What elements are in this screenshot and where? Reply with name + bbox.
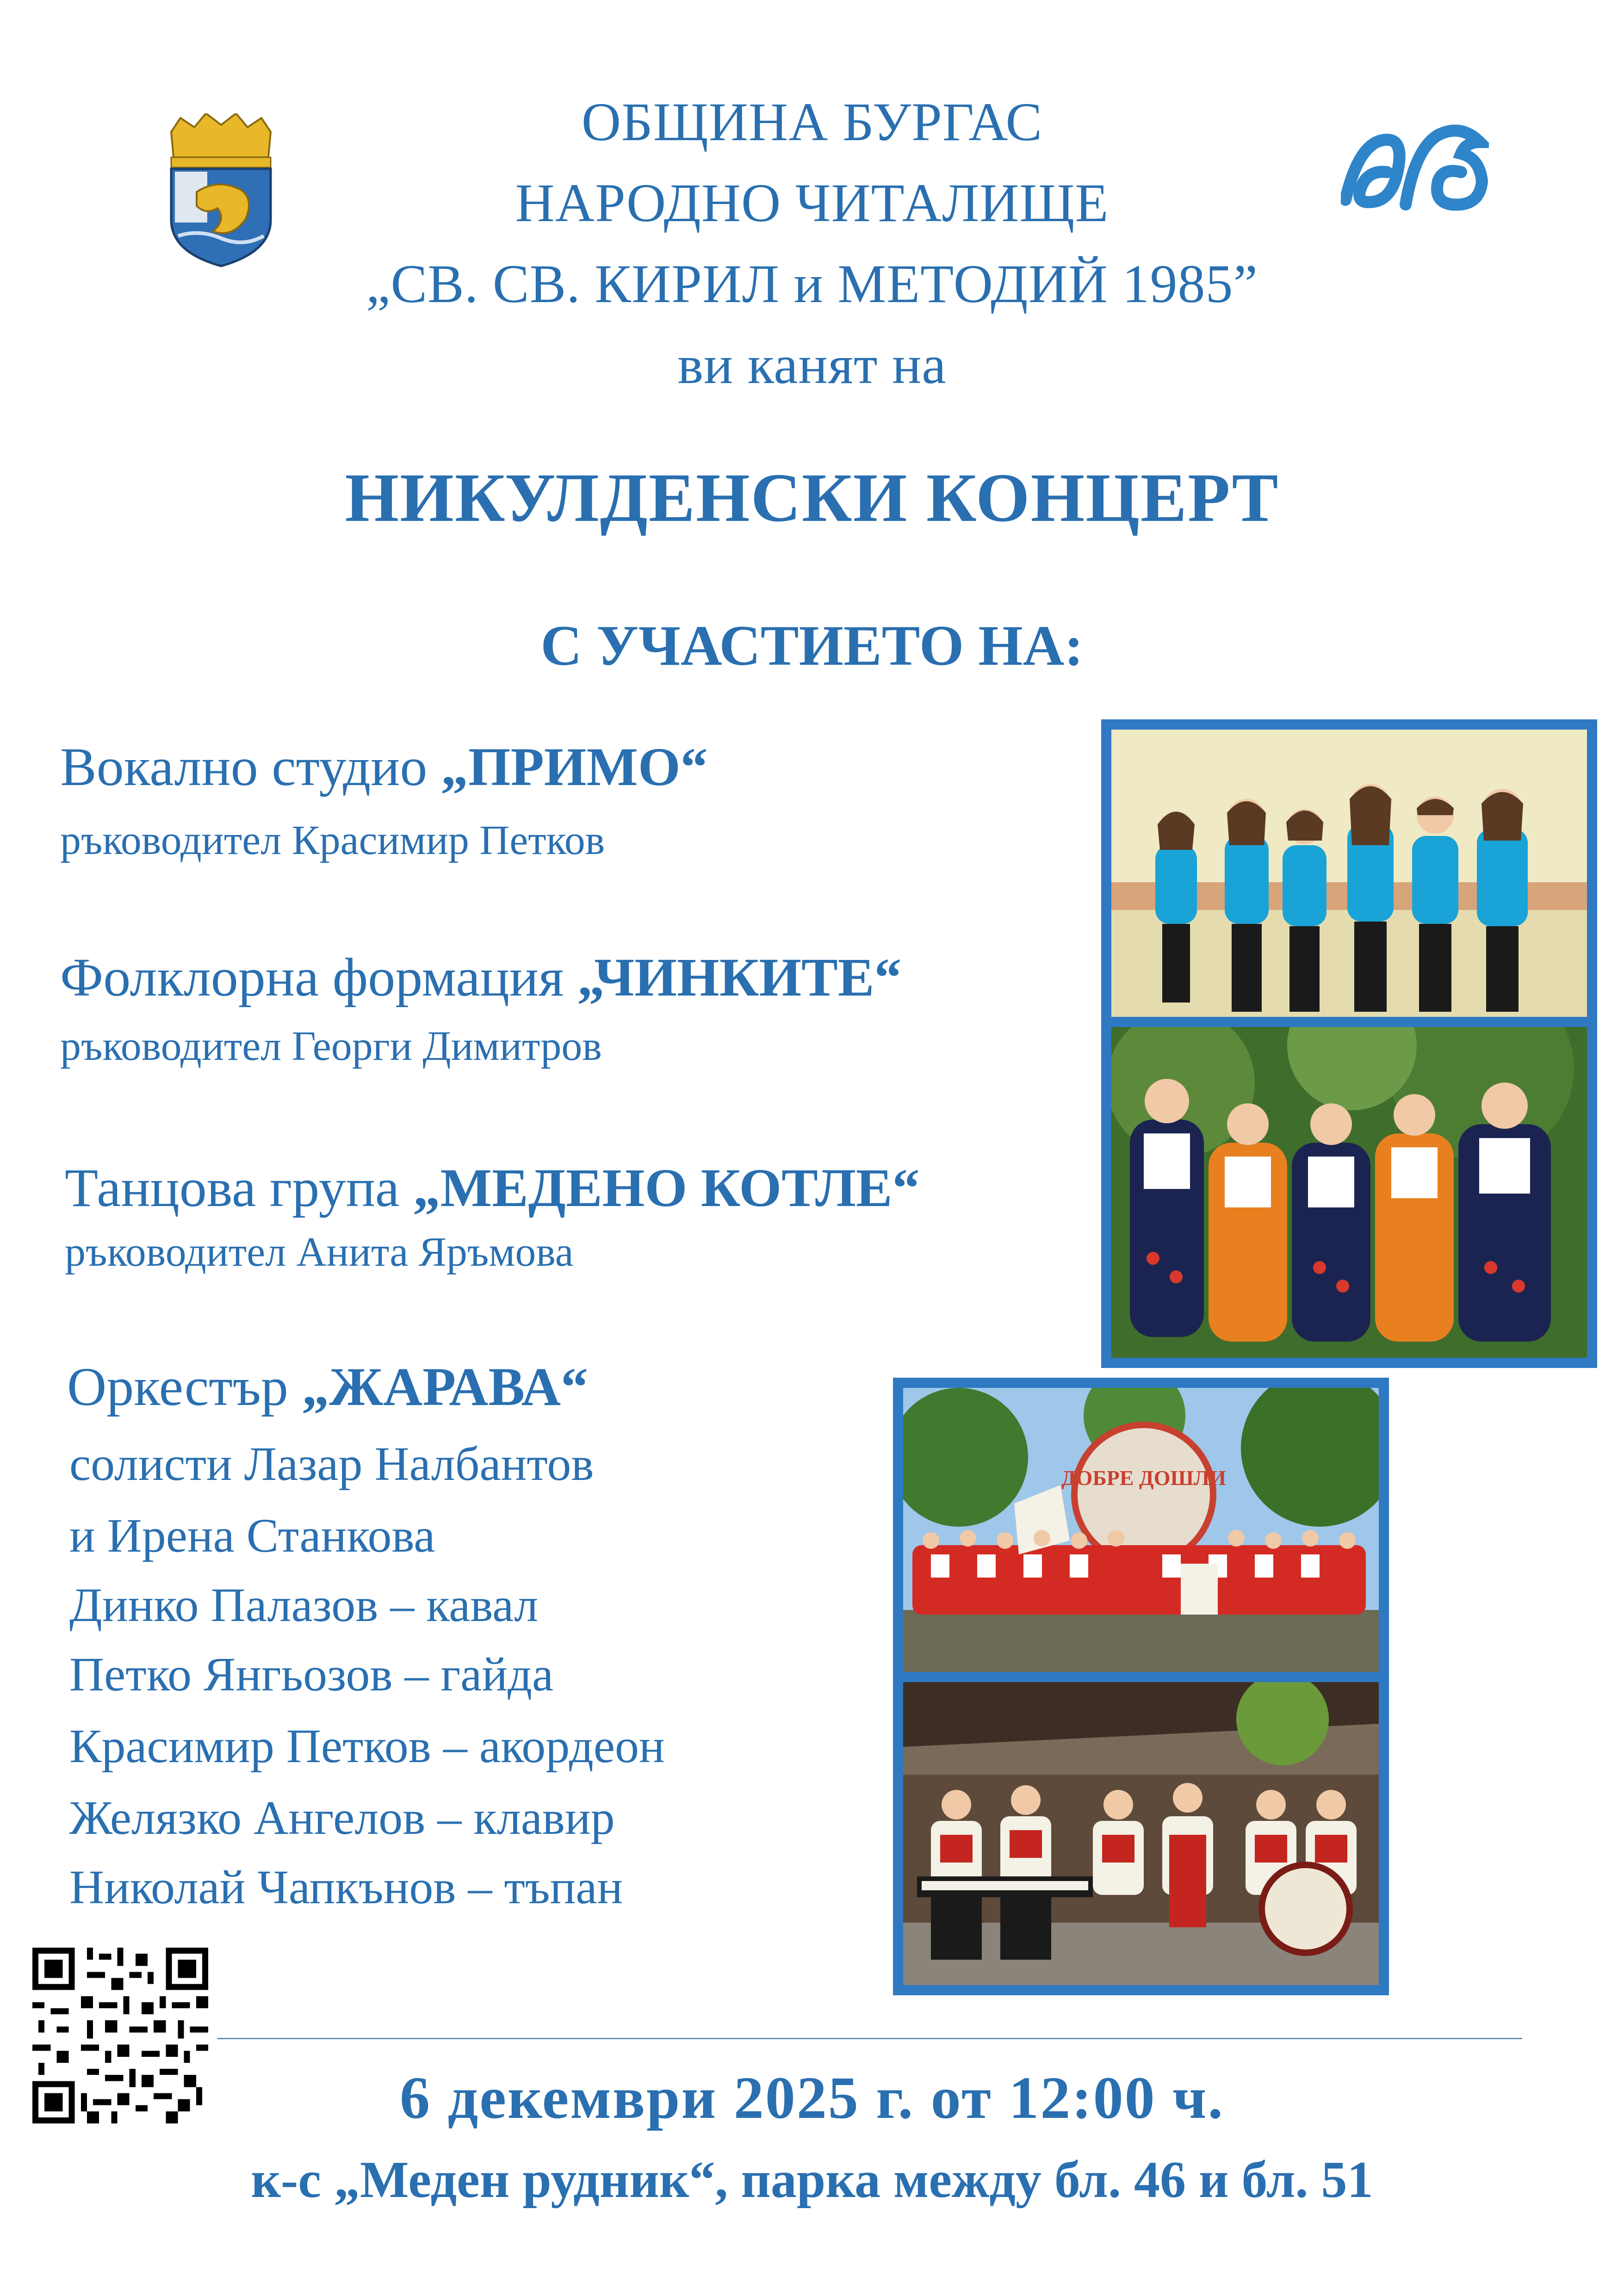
photo-orchestra-musicians [893,1672,1389,1995]
orchestra-member: Желязко Ангелов – клавир [69,1791,615,1844]
group-chinkite-name: „ЧИНКИТЕ“ [577,947,902,1008]
group-chinkite-leader: ръководител Георги Димитров [60,1023,602,1069]
orchestra-member: Петко Янгьозов – гайда [69,1648,554,1701]
event-title: НИКУЛДЕНСКИ КОНЦЕРТ [345,459,1279,536]
invitation-line: ви канят на [677,334,947,395]
event-date-time: 6 декември 2025 г. от 12:00 ч. [400,2065,1224,2131]
group-primo-leader: ръководител Красимир Петков [60,817,605,863]
orchestra-member: Динко Палазов – кавал [69,1578,539,1632]
divider-line [217,2038,1522,2039]
group-primo-prefix: Вокално студио [60,736,441,797]
group-zharava [67,1355,588,1418]
group-zharava-name: „ЖАРАВА“ [302,1356,588,1417]
photo-vocal-studio [1101,719,1597,1029]
welcome-sign-text: ДОБРЕ ДОШЛИ [1061,1466,1227,1490]
photo-folklore-formation [1101,1017,1597,1368]
group-medeno-kotle-prefix: Танцова група [65,1157,413,1218]
chitalishte-name-line: „СВ. СВ. КИРИЛ и МЕТОДИЙ 1985” [366,254,1258,314]
group-chinkite [60,946,902,1009]
group-zharava-prefix: Оркестър [67,1356,302,1417]
group-medeno-kotle-name: „МЕДЕНО КОТЛЕ“ [413,1157,920,1218]
photo-group-outdoor [893,1378,1389,1689]
group-medeno-kotle-leader: ръководител Анита Яръмова [65,1229,574,1275]
orchestra-member: солисти Лазар Налбантов [69,1437,594,1491]
chitalishte-line: НАРОДНО ЧИТАЛИЩЕ [515,173,1109,233]
group-chinkite-prefix: Фолклорна формация [60,947,577,1008]
orchestra-member: и Ирена Станкова [69,1509,435,1562]
event-venue: к-с „Меден рудник“, парка между бл. 46 и бл. 51 [251,2151,1373,2209]
participants-heading: С УЧАСТИЕТО НА: [540,614,1084,677]
group-primo-name: „ПРИМО“ [440,736,708,797]
group-medeno-kotle [65,1157,920,1219]
group-primo [60,736,708,798]
municipality-line: ОБЩИНА БУРГАС [581,92,1043,152]
orchestra-member: Красимир Петков – акордеон [69,1720,665,1773]
orchestra-member: Николай Чапкънов – тъпан [69,1861,623,1914]
